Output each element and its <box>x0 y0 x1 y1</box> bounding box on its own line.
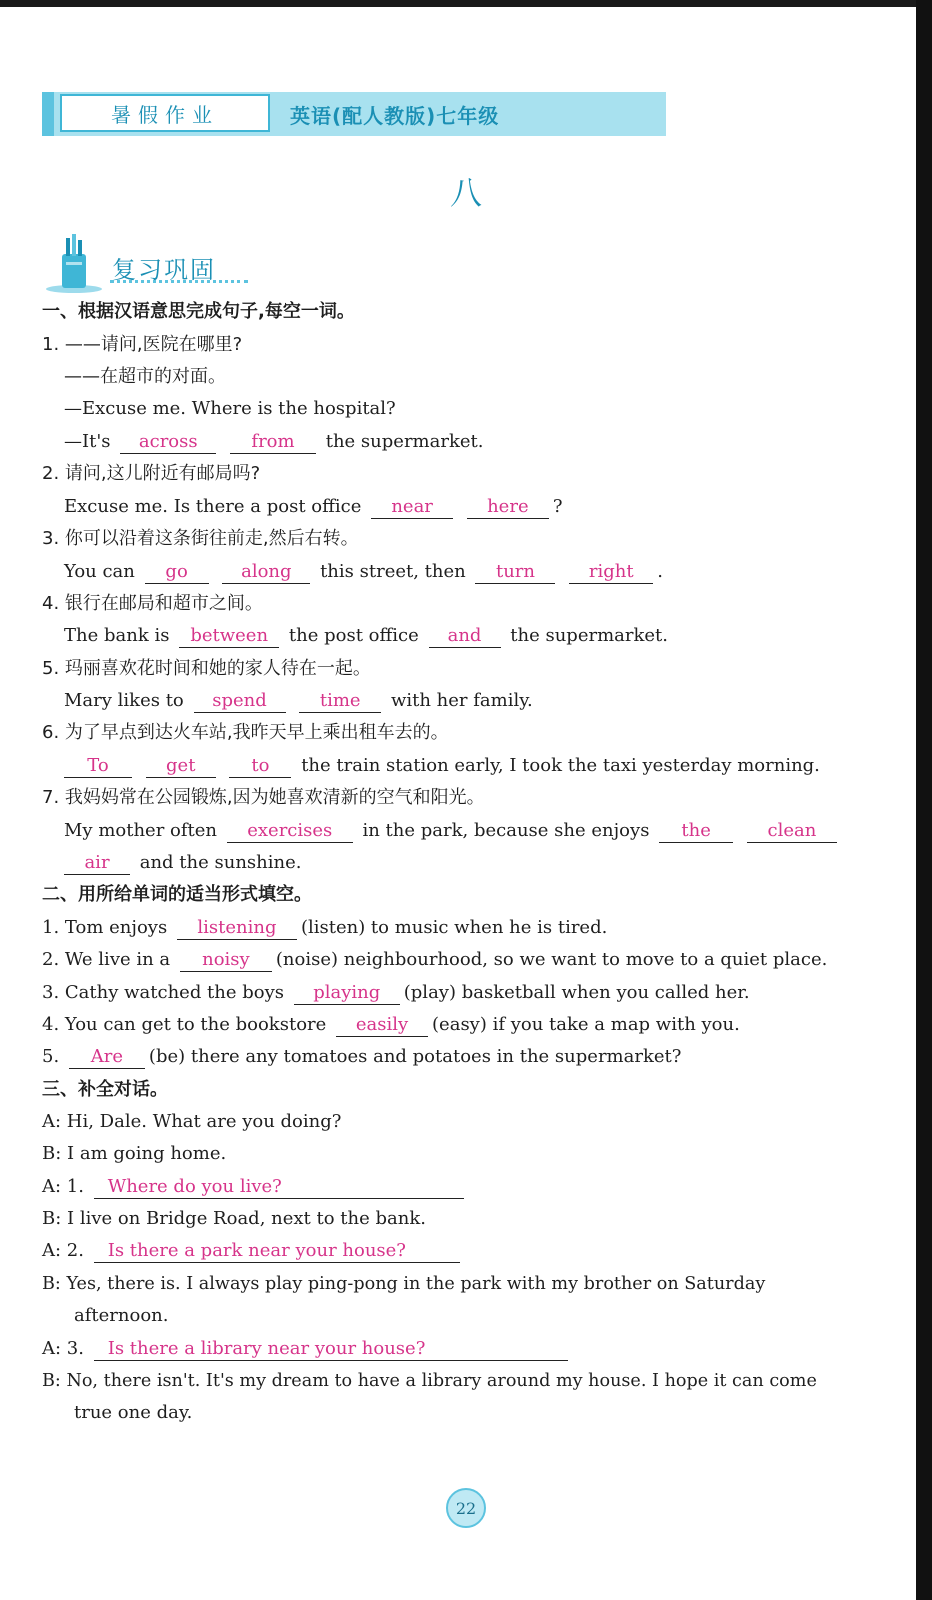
unit-title: 八 <box>449 174 482 212</box>
s2-q2-text-post: (noise) neighbourhood, so we want to move to a quiet place. <box>275 949 828 970</box>
q3-sentence <box>64 558 663 586</box>
q1-english-a: —Excuse me. Where is the hospital? <box>64 398 396 419</box>
review-title-underline <box>110 280 248 283</box>
s2-q4-text-post: (easy) if you take a map with you. <box>432 1014 740 1035</box>
q6-answer-2: get <box>146 755 216 778</box>
q3-answer-2: along <box>222 561 310 584</box>
dialogue-answer-2: Is there a park near your house? <box>94 1240 460 1263</box>
q7-text-post: and the sunshine. <box>139 852 302 873</box>
s2-q3-text-pre: 3. Cathy watched the boys <box>42 982 285 1003</box>
dialogue-answer-1: Where do you live? <box>94 1176 464 1199</box>
q7-sentence <box>64 817 841 845</box>
header-banner-stripe <box>42 92 54 136</box>
q7-answer-3: clean <box>747 820 837 843</box>
q7-chinese: 7. 我妈妈常在公园锻炼,因为她喜欢清新的空气和阳光。 <box>42 787 485 808</box>
q5-text-pre: Mary likes to <box>64 690 184 711</box>
q5-text-post: with her family. <box>390 690 533 711</box>
q2-text-post: ? <box>552 496 563 517</box>
dialogue-line-6: B: Yes, there is. I always play ping-pong in the park with my brother on Saturday <box>42 1274 766 1294</box>
top-edge-bar <box>0 0 932 7</box>
dialogue-line-3 <box>42 1173 468 1201</box>
q4-sentence <box>64 622 668 650</box>
q5-chinese: 5. 玛丽喜欢花时间和她的家人待在一起。 <box>42 658 371 679</box>
q3-chinese: 3. 你可以沿着这条街往前走,然后右转。 <box>42 528 359 549</box>
q1-chinese-b: ——在超市的对面。 <box>64 366 226 387</box>
q3-text-pre: You can <box>64 561 135 582</box>
s2-q3-answer: playing <box>294 982 400 1005</box>
q1-answer-2: from <box>230 431 316 454</box>
s2-q5-text-post: (be) there any tomatoes and potatoes in the supermarket? <box>148 1046 682 1067</box>
q4-answer-1: between <box>179 625 279 648</box>
s2-q3 <box>42 979 750 1007</box>
q2-answer-2: here <box>467 496 549 519</box>
q6-answer-3: to <box>229 755 291 778</box>
q7-answer-2: the <box>659 820 733 843</box>
s2-q1-text-pre: 1. Tom enjoys <box>42 917 168 938</box>
q3-answer-1: go <box>145 561 209 584</box>
q4-chinese: 4. 银行在邮局和超市之间。 <box>42 593 263 614</box>
q7-answer-1: exercises <box>227 820 353 843</box>
dialogue-line-5-prefix: A: 2. <box>42 1240 84 1261</box>
s2-q4-text-pre: 4. You can get to the bookstore <box>42 1014 327 1035</box>
q3-text-mid: this street, then <box>320 561 466 582</box>
q7-answer-4: air <box>64 852 130 875</box>
q1-chinese-a: 1. ——请问,医院在哪里? <box>42 334 243 355</box>
q5-sentence <box>64 687 533 715</box>
q4-text-mid: the post office <box>288 625 419 646</box>
q2-chinese: 2. 请问,这儿附近有邮局吗? <box>42 463 261 484</box>
dialogue-line-7-prefix: A: 3. <box>42 1338 84 1359</box>
right-edge-bar <box>916 0 932 1600</box>
q6-answer-1: To <box>64 755 132 778</box>
s2-q4 <box>42 1011 740 1039</box>
q3-text-post: . <box>657 561 663 582</box>
s2-q2-answer: noisy <box>180 949 272 972</box>
s2-q2 <box>42 946 827 974</box>
q4-answer-2: and <box>429 625 501 648</box>
q7-text-pre: My mother often <box>64 820 218 841</box>
s2-q5-text-pre: 5. <box>42 1046 60 1067</box>
page-number-badge: 22 <box>446 1488 486 1528</box>
q6-chinese: 6. 为了早点到达火车站,我昨天早上乘出租车去的。 <box>42 722 449 743</box>
q3-answer-3: turn <box>475 561 555 584</box>
s2-q1 <box>42 914 607 942</box>
s2-q1-answer: listening <box>177 917 297 940</box>
s2-q4-answer: easily <box>336 1014 428 1037</box>
q5-answer-1: spend <box>194 690 286 713</box>
header-left-label: 暑假作业 <box>60 94 270 132</box>
dialogue-line-1: A: Hi, Dale. What are you doing? <box>42 1111 342 1132</box>
dialogue-line-6b: afternoon. <box>74 1305 169 1326</box>
q5-answer-2: time <box>299 690 381 713</box>
q1-answer-1: across <box>120 431 216 454</box>
s2-q5 <box>42 1043 681 1071</box>
s2-q1-text-post: (listen) to music when he is tired. <box>300 917 608 938</box>
s2-q5-answer: Are <box>69 1046 145 1069</box>
section1-heading: 一、根据汉语意思完成句子,每空一词。 <box>42 301 355 322</box>
dialogue-line-8b: true one day. <box>74 1402 193 1423</box>
q4-text-post: the supermarket. <box>510 625 668 646</box>
section2-heading: 二、用所给单词的适当形式填空。 <box>42 884 312 905</box>
dialogue-line-2: B: I am going home. <box>42 1143 227 1164</box>
dialogue-line-3-prefix: A: 1. <box>42 1176 84 1197</box>
review-section-title: 复习巩固 <box>112 256 216 284</box>
dialogue-answer-3: Is there a library near your house? <box>94 1338 568 1361</box>
q6-text-post: the train station early, I took the taxi yesterday morning. <box>301 755 820 776</box>
q4-text-pre: The bank is <box>64 625 170 646</box>
pencil-cup-icon <box>44 232 114 294</box>
q6-sentence <box>60 752 820 780</box>
q7-sentence-cont <box>60 849 301 877</box>
dialogue-line-4: B: I live on Bridge Road, next to the bank. <box>42 1208 426 1229</box>
q1-text-post: the supermarket. <box>325 431 484 452</box>
header-right-label: 英语(配人教版)七年级 <box>290 103 500 128</box>
s2-q2-text-pre: 2. We live in a <box>42 949 171 970</box>
q7-text-mid: in the park, because she enjoys <box>362 820 650 841</box>
q2-text-pre: Excuse me. Is there a post office <box>64 496 362 517</box>
q2-answer-1: near <box>371 496 453 519</box>
q3-answer-4: right <box>569 561 653 584</box>
q2-sentence <box>64 493 563 521</box>
dialogue-line-5 <box>42 1237 464 1265</box>
dialogue-line-7 <box>42 1335 572 1363</box>
q1-text-pre: —It's <box>64 431 111 452</box>
dialogue-line-8: B: No, there isn't. It's my dream to have a library around my house. I hope it can come <box>42 1371 817 1391</box>
q1-sentence <box>64 428 483 456</box>
s2-q3-text-post: (play) basketball when you called her. <box>403 982 750 1003</box>
section3-heading: 三、补全对话。 <box>42 1079 168 1100</box>
